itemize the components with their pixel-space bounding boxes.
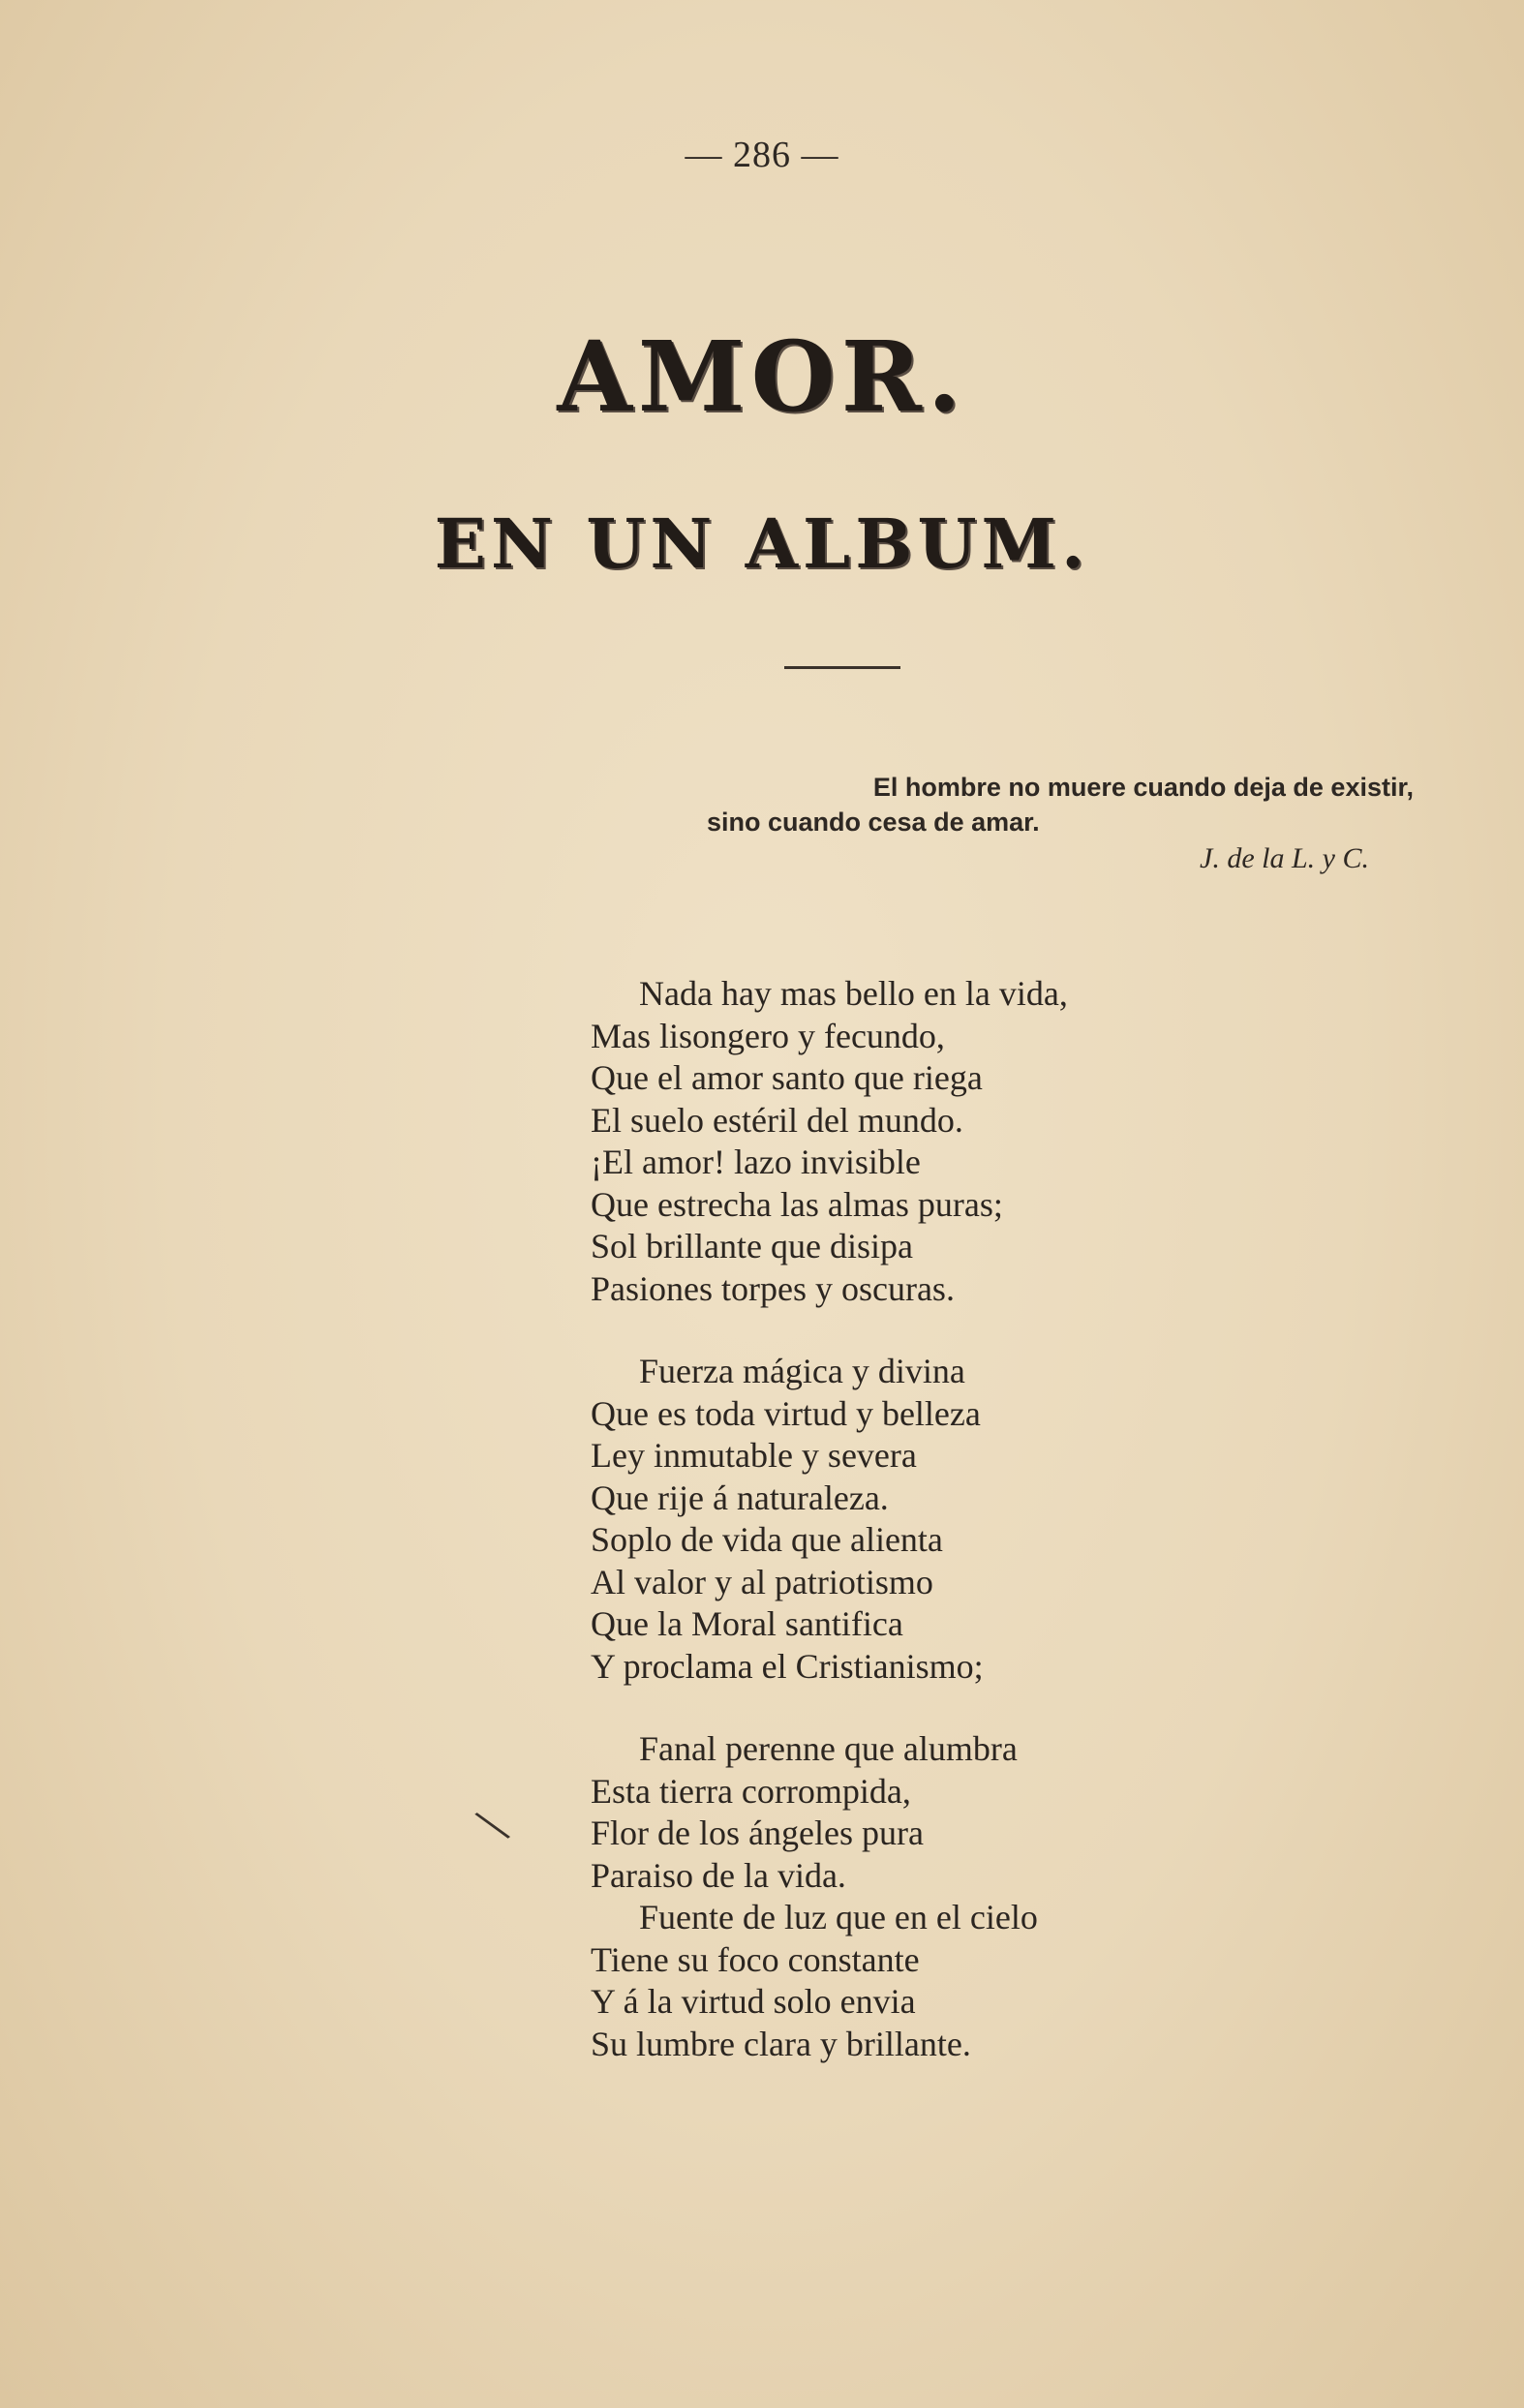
verse-line: Flor de los ángeles pura xyxy=(591,1814,924,1852)
page-number: — 286 — xyxy=(685,135,839,175)
epigraph-line-1: El hombre no muere cuando deja de existir, xyxy=(872,773,1414,802)
stanza-2 xyxy=(591,1351,1365,1688)
verse-line: Soplo de vida que alienta xyxy=(591,1520,943,1559)
verse-line: Ley inmutable y severa xyxy=(591,1436,917,1475)
epigraph-attribution: J. de la L. y C. xyxy=(1200,842,1369,874)
verse-line: Sol brillante que disipa xyxy=(591,1227,913,1265)
stanza-3 xyxy=(591,1728,1365,2065)
verse-line: Pasiones torpes y oscuras. xyxy=(591,1268,955,1308)
verse-line: ¡El amor! lazo invisible xyxy=(591,1143,921,1181)
verse-line: Tiene su foco constante xyxy=(591,1939,920,1979)
ink-mark-icon: \ xyxy=(467,1794,518,1856)
verse-line: Nada hay mas bello en la vida, xyxy=(639,974,1068,1013)
verse-line: Al valor y al patriotismo xyxy=(591,1562,933,1601)
poem-title: AMOR. xyxy=(557,320,967,434)
verse-line: Fanal perenne que alumbra xyxy=(639,1729,1018,1768)
verse-line: Que estrecha las almas puras; xyxy=(591,1184,1003,1224)
title-divider xyxy=(784,666,900,669)
epigraph xyxy=(697,770,1414,839)
verse-line: Y proclama el Cristianismo; xyxy=(591,1646,984,1686)
verse-line: Su lumbre clara y brillante. xyxy=(591,2024,971,2063)
verse-line: El suelo estéril del mundo. xyxy=(591,1100,963,1140)
verse-line: Que el amor santo que riega xyxy=(591,1058,983,1097)
verse-line: Que es toda virtud y belleza xyxy=(591,1393,981,1433)
poem-body xyxy=(591,973,1365,2106)
verse-line: Mas lisongero y fecundo, xyxy=(591,1016,945,1055)
verse-line: Esta tierra corrompida, xyxy=(591,1771,911,1811)
poem-subtitle: EN UN ALBUM. xyxy=(434,503,1090,584)
verse-line: Fuerza mágica y divina xyxy=(639,1352,965,1390)
verse-line: Y á la virtud solo envia xyxy=(591,1982,916,2021)
stanza-1 xyxy=(591,973,1365,1310)
verse-line: Fuente de luz que en el cielo xyxy=(639,1898,1038,1936)
epigraph-line-2: sino cuando cesa de amar. xyxy=(707,808,1040,837)
verse-line: Que la Moral santifica xyxy=(591,1604,903,1643)
verse-line: Paraiso de la vida. xyxy=(591,1855,846,1895)
verse-line: Que rije á naturaleza. xyxy=(591,1478,889,1517)
